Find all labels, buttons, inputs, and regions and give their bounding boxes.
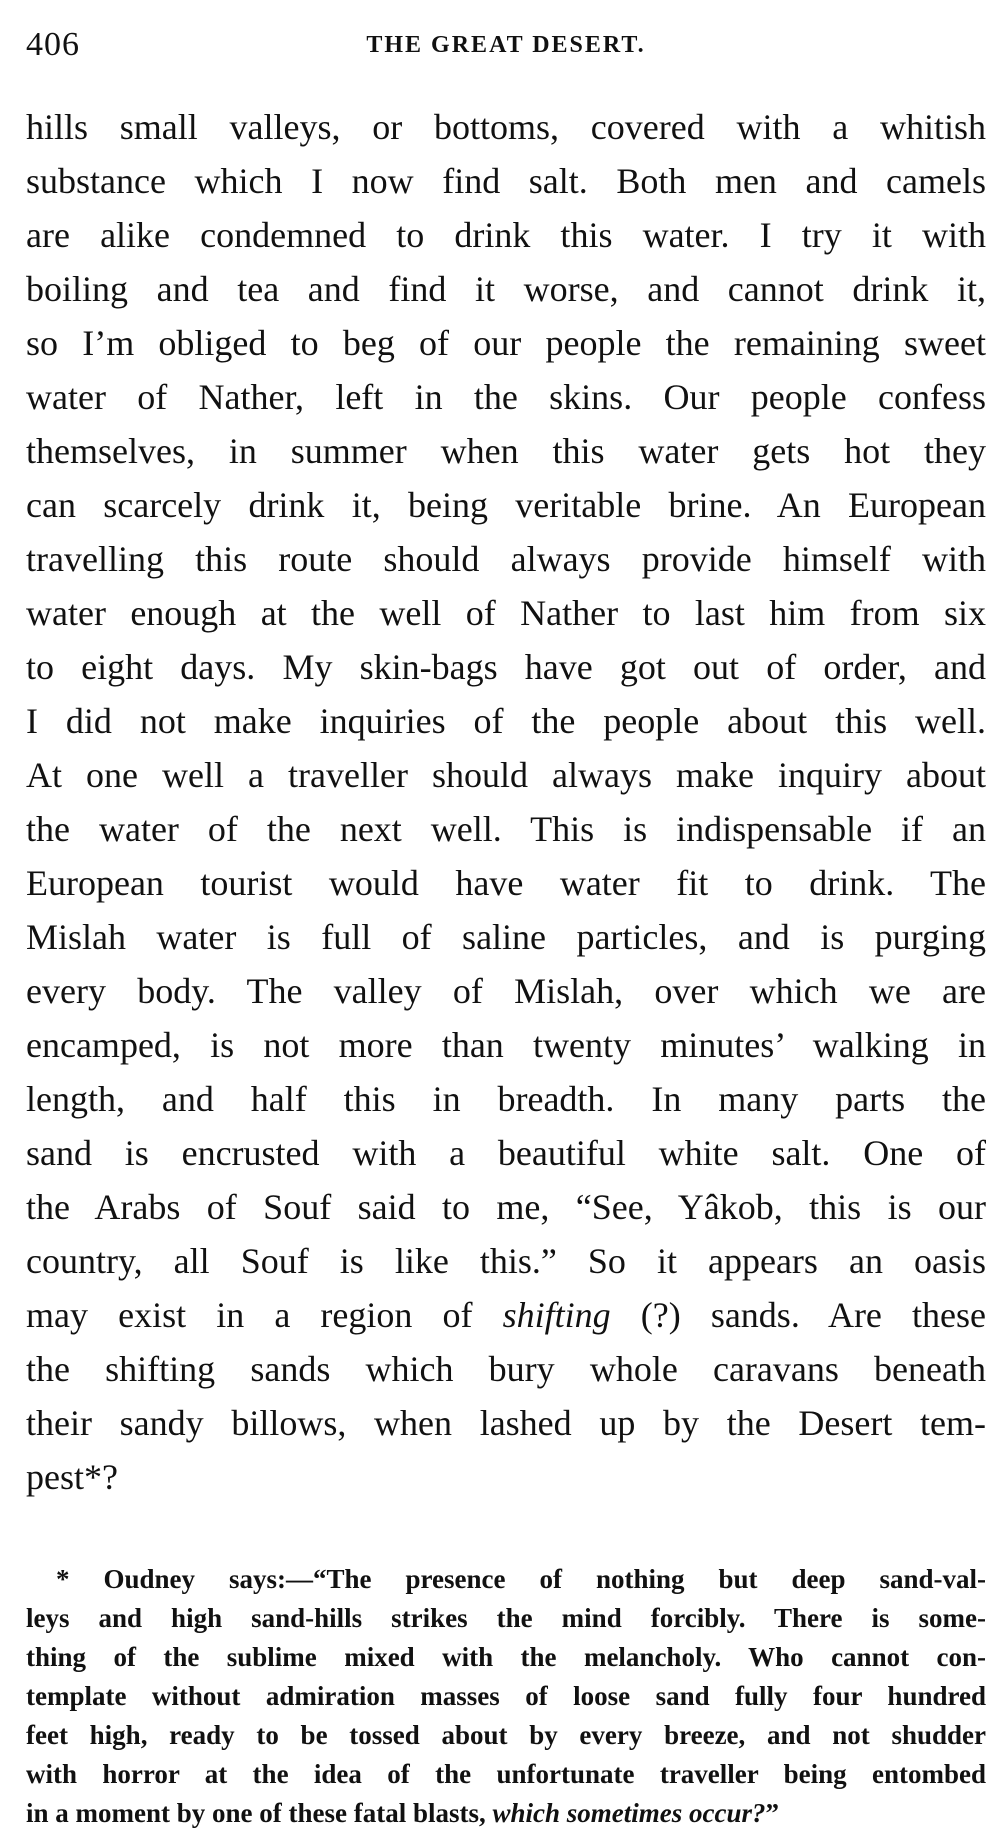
body-line: European tourist would have water fit to drink. The bbox=[26, 863, 986, 903]
page-number: 406 bbox=[26, 26, 80, 63]
footnote-italic-phrase: which sometimes occur? bbox=[492, 1798, 766, 1828]
footnote-line: thing of the sublime mixed with the melancholy. Who cannot con- bbox=[26, 1642, 986, 1672]
body-line: hills small valleys, or bottoms, covered with a whitish bbox=[26, 107, 986, 147]
footnote-line: feet high, ready to be tossed about by every breeze, and not shudder bbox=[26, 1720, 986, 1750]
body-line: themselves, in summer when this water gets hot they bbox=[26, 431, 986, 471]
body-line: travelling this route should always provide himself with bbox=[26, 539, 986, 579]
footnote-text-segment: ” bbox=[765, 1798, 780, 1828]
body-line: to eight days. My skin-bags have got out of order, and bbox=[26, 647, 986, 687]
body-line-last: pest*? bbox=[26, 1457, 118, 1497]
body-line: the water of the next well. This is indispensable if an bbox=[26, 809, 986, 849]
footnote-line-last bbox=[26, 1794, 986, 1833]
footnote-line: * Oudney says:—“The presence of nothing but deep sand-val- bbox=[56, 1564, 986, 1594]
body-line: water enough at the well of Nather to last him from six bbox=[26, 593, 986, 633]
body-line: Mislah water is full of saline particles, and is purging bbox=[26, 917, 986, 957]
body-text-segment: (?) sands. Are these bbox=[610, 1295, 986, 1335]
body-line: I did not make inquiries of the people about this well. bbox=[26, 701, 986, 741]
footnote-line: template without admiration masses of loose sand fully four hundred bbox=[26, 1681, 986, 1711]
footnote-line: leys and high sand-hills strikes the mind forcibly. There is some- bbox=[26, 1603, 986, 1633]
body-line: boiling and tea and find it worse, and cannot drink it, bbox=[26, 269, 986, 309]
body-line: length, and half this in breadth. In many parts the bbox=[26, 1079, 986, 1119]
body-line: every body. The valley of Mislah, over which we are bbox=[26, 971, 986, 1011]
body-text bbox=[26, 100, 986, 1504]
body-line: so I’m obliged to beg of our people the remaining sweet bbox=[26, 323, 986, 363]
body-text-segment: may exist in a region of bbox=[26, 1295, 503, 1335]
body-line: are alike condemned to drink this water. I try it with bbox=[26, 215, 986, 255]
body-line: substance which I now find salt. Both men and camels bbox=[26, 161, 986, 201]
body-line-with-italic bbox=[26, 1288, 986, 1342]
body-line: At one well a traveller should always make inquiry about bbox=[26, 755, 986, 795]
book-page bbox=[26, 20, 986, 1828]
italic-word: shifting bbox=[502, 1295, 611, 1335]
footnote-line: with horror at the idea of the unfortunate traveller being entombed bbox=[26, 1759, 986, 1789]
body-line: country, all Souf is like this.” So it appears an oasis bbox=[26, 1241, 986, 1281]
body-line: their sandy billows, when lashed up by the Desert tem- bbox=[26, 1403, 986, 1443]
page-header bbox=[26, 20, 986, 72]
body-line: encamped, is not more than twenty minutes’ walking in bbox=[26, 1025, 986, 1065]
body-line: water of Nather, left in the skins. Our people confess bbox=[26, 377, 986, 417]
body-line: the shifting sands which bury whole caravans beneath bbox=[26, 1349, 986, 1389]
body-line: the Arabs of Souf said to me, “See, Yâkob, this is our bbox=[26, 1187, 986, 1227]
body-line: sand is encrusted with a beautiful white salt. One of bbox=[26, 1133, 986, 1173]
running-title: THE GREAT DESERT. bbox=[366, 32, 646, 58]
footnote-text-segment: in a moment by one of these fatal blasts, bbox=[26, 1798, 493, 1828]
footnote bbox=[26, 1560, 986, 1833]
body-line: can scarcely drink it, being veritable brine. An European bbox=[26, 485, 986, 525]
